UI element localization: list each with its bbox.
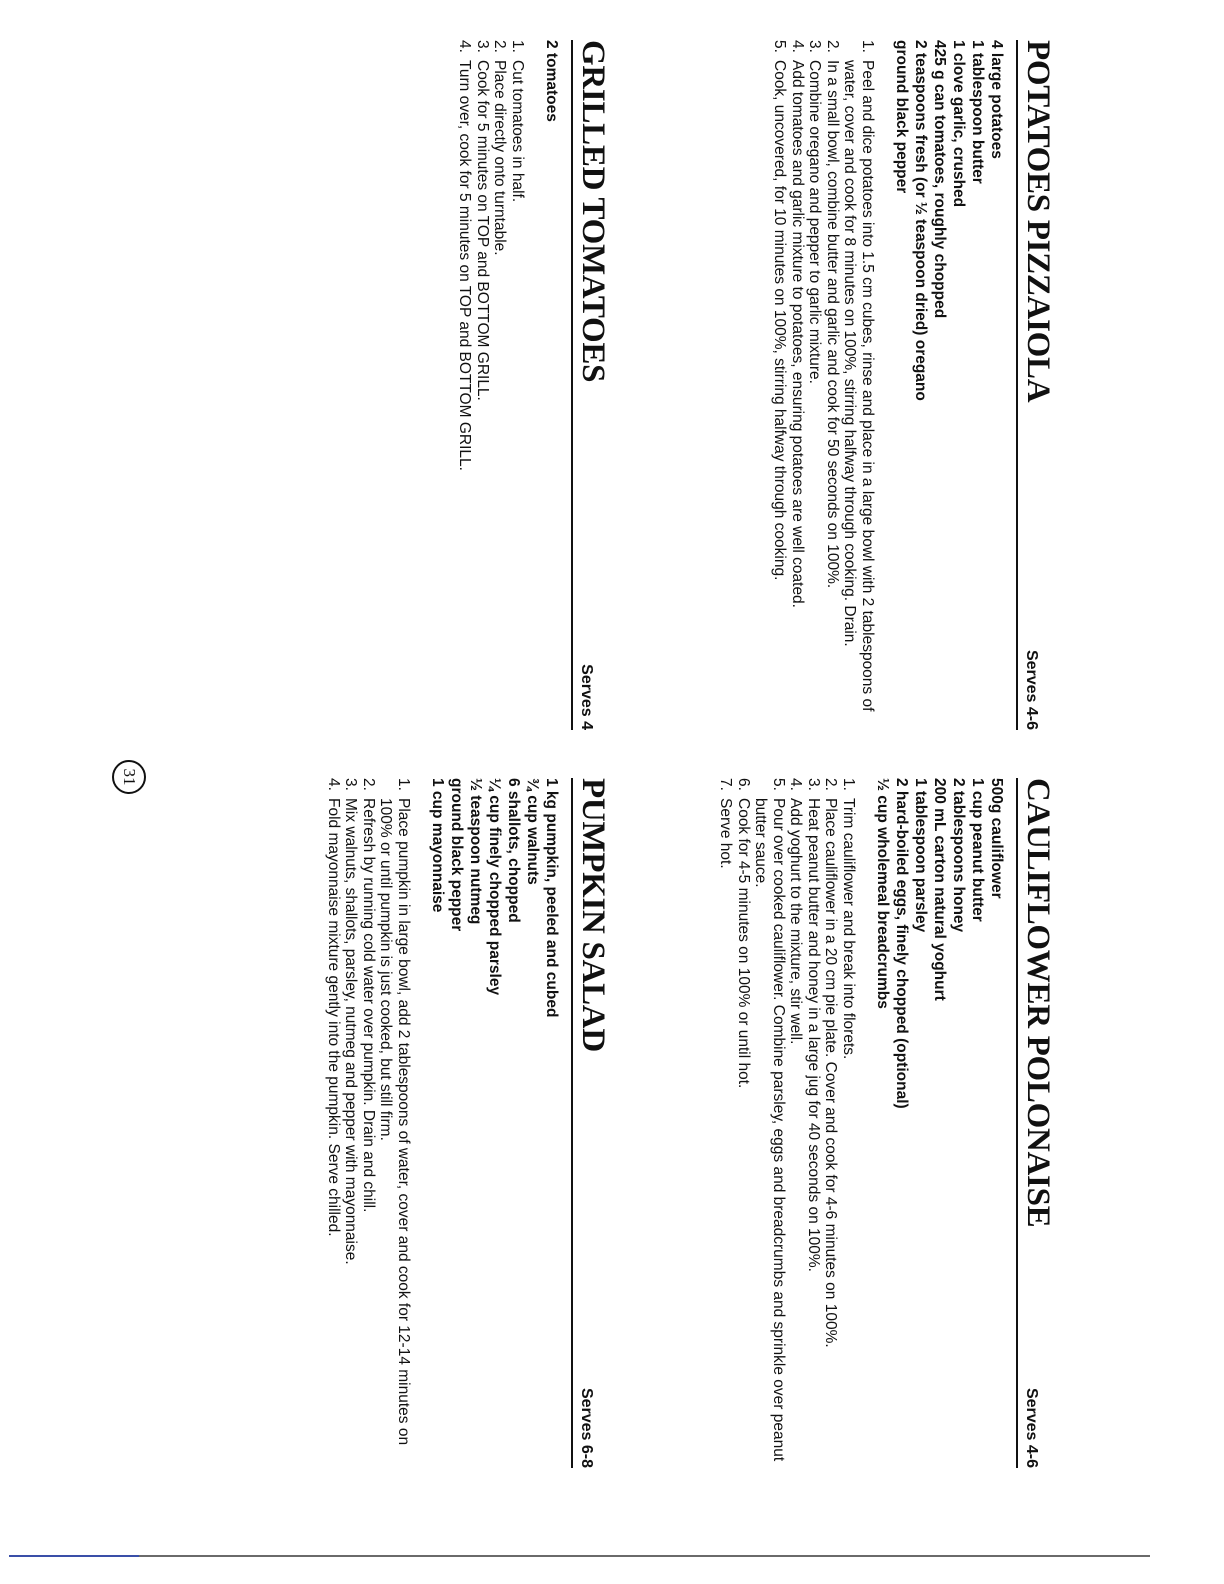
method-step: 7. Serve hot. [717, 778, 735, 869]
method-steps [717, 778, 857, 1468]
method-step: 4. Add yoghurt to the mixture, stir well. [787, 778, 805, 1045]
method-step: 3. Heat peanut butter and honey in a large jug for 40 seconds on 100%. [805, 778, 822, 1272]
method-step: 3. Cook for 5 minutes on TOP and BOTTOM GRILL. [474, 40, 491, 401]
method-step: 5. Cook, uncovered, for 10 minutes on 100%, stirring halfway through cooking. [771, 40, 789, 581]
ingredient: 6 shallots, chopped [505, 778, 522, 923]
recipe-header [1016, 40, 1054, 730]
method-steps [325, 778, 413, 1468]
ingredient: 2 tablespoons honey [950, 778, 967, 933]
method-step: 1. Cut tomatoes in half. [509, 40, 526, 203]
recipe-potatoes-pizzaiola [771, 40, 1054, 730]
method-step: 1. Trim cauliflower and break into florets. [840, 778, 857, 1060]
ingredient: 200 mL carton natural yoghurt [931, 778, 948, 1001]
recipe-pumpkin-salad [325, 778, 610, 1468]
ingredient: 4 large potatoes [988, 40, 1005, 159]
method-step: 4. Add tomatoes and garlic mixture to potatoes, ensuring potatoes are well coated. [789, 40, 806, 608]
recipe-title: POTATOES PIZZAIOLA [1020, 40, 1056, 403]
ingredient: 2 hard-boiled eggs, finely chopped (optional) [893, 778, 910, 1109]
recipe-header [1016, 778, 1054, 1468]
method-steps [456, 40, 526, 730]
ingredient: ½ teaspoon nutmeg [467, 778, 484, 925]
ingredient: 2 teaspoons fresh (or ½ teaspoon dried) oregano [912, 40, 929, 401]
method-step: 2. Refresh by running cold water over pumpkin. Drain and chill. [360, 778, 377, 1213]
method-step: 4. Turn over, cook for 5 minutes on TOP and BOTTOM GRILL. [456, 40, 474, 471]
recipe-serves: Serves 4-6 [1023, 1387, 1040, 1468]
ingredient: 500g cauliflower [988, 778, 1005, 899]
method-step: 6. Cook for 4-5 minutes on 100% or until hot. [735, 778, 752, 1089]
ingredient-list [428, 778, 561, 1468]
recipe-header [571, 778, 609, 1468]
recipe-title: GRILLED TOMATOES [575, 40, 611, 383]
method-step: 2. In a small bowl, combine butter and garlic and cook for 50 seconds on 100%. [824, 40, 841, 589]
ingredient-list [542, 40, 561, 730]
ingredient-list [873, 778, 1006, 1468]
method-step: 5. Pour over cooked cauliflower. Combine parsley, eggs and breadcrumbs and sprinkle over peanut butter sauce. [752, 778, 787, 1462]
method-step: 2. Place cauliflower in a 20 cm pie plate. Cover and cook for 4-6 minutes on 100%. [822, 778, 840, 1348]
ingredient-list [892, 40, 1006, 730]
method-step: 3. Combine oregano and pepper to garlic mixture. [806, 40, 824, 384]
ingredient: 1 cup mayonnaise [429, 778, 446, 913]
method-step: 3. Mix walnuts, shallots, parsley, nutmeg and pepper with mayonnaise. [342, 778, 360, 1265]
ingredient: 1 clove garlic, crushed [950, 40, 967, 208]
ingredient: 1 tablespoon parsley [912, 778, 929, 933]
recipe-title: PUMPKIN SALAD [575, 778, 611, 1052]
recipe-serves: Serves 4 [578, 664, 595, 730]
ingredient: ½ cup wholemeal breadcrumbs [874, 778, 891, 1009]
recipe-cauliflower-polonaise [717, 778, 1054, 1468]
method-steps [771, 40, 876, 730]
ingredient: ground black pepper [448, 778, 465, 932]
ingredient: 2 tomatoes [543, 40, 560, 122]
recipe-title: CAULIFLOWER POLONAISE [1020, 778, 1056, 1228]
scan-edge-line-blue [9, 1555, 139, 1557]
scan-edge-line [50, 1555, 1150, 1557]
method-step: 4. Fold mayonnaise mixture gently into the pumpkin. Serve chilled. [325, 778, 342, 1237]
ingredient: ¼ cup finely chopped parsley [486, 778, 503, 996]
ingredient: 1 kg pumpkin, peeled and cubed [543, 778, 560, 1018]
recipe-serves: Serves 4-6 [1023, 649, 1040, 730]
recipe-serves: Serves 6-8 [578, 1387, 595, 1468]
ingredient: ground black pepper [893, 40, 910, 194]
method-step: 1. Place pumpkin in large bowl, add 2 tablespoons of water, cover and cook for 12-14 minutes on 100% or until pumpkin is just cooked, but still firm. [377, 778, 412, 1446]
ingredient: 425 g can tomatoes, roughly chopped [931, 40, 948, 319]
method-step: 1. Peel and dice potatoes into 1.5 cm cubes, rinse and place in a large bowl with 2 tablespoons of water, cover and cook for 8 minutes on 100%, stirring halfway through cooking. Drain. [841, 40, 876, 712]
ingredient: 1 tablespoon butter [969, 40, 986, 184]
ingredient: ¾ cup walnuts [524, 778, 541, 885]
recipe-grilled-tomatoes [456, 40, 609, 730]
ingredient: 1 cup peanut butter [969, 778, 986, 922]
method-step: 2. Place directly onto turntable. [491, 40, 509, 256]
page-number: 31 [112, 760, 146, 794]
recipe-header [571, 40, 609, 730]
